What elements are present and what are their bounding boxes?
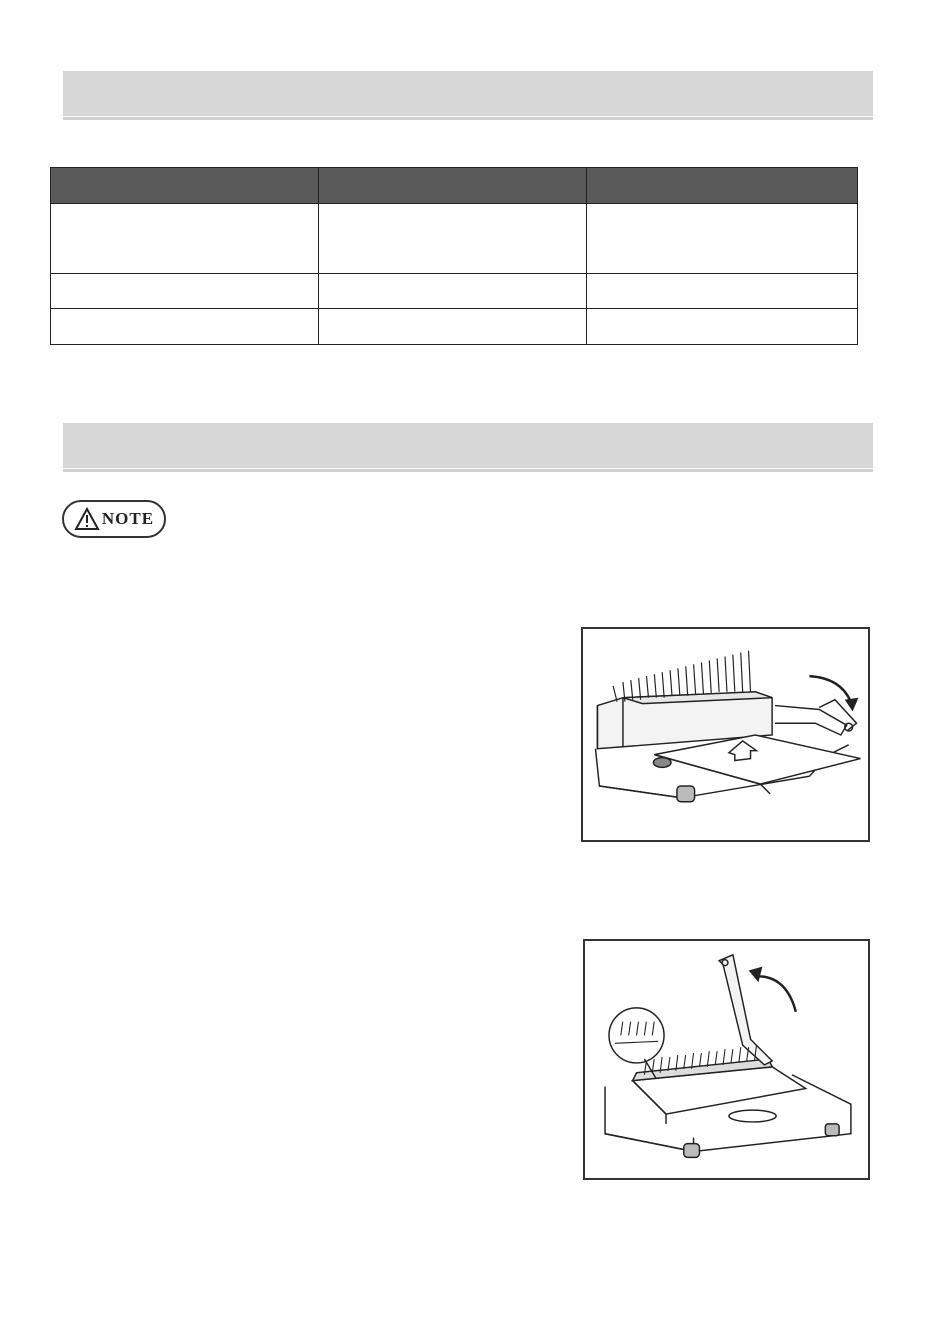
table-header-cell: [51, 168, 319, 204]
section-header-bar: [63, 423, 873, 468]
table-cell: [51, 274, 319, 309]
table-cell: [51, 204, 319, 274]
table-cell: [587, 309, 858, 345]
binding-machine-comb-illustration: [585, 941, 868, 1178]
table-row: [51, 274, 858, 309]
warning-triangle-icon: [74, 507, 100, 531]
table-cell: [51, 309, 319, 345]
table-cell: [587, 274, 858, 309]
table-row: [51, 204, 858, 274]
table-row: [51, 309, 858, 345]
table-header-cell: [319, 168, 587, 204]
figure-raise-handle: [583, 939, 870, 1180]
note-label: NOTE: [101, 509, 155, 528]
note-badge: [62, 500, 166, 538]
section-header-bar: [63, 71, 873, 116]
figure-insert-paper: [581, 627, 870, 842]
table-cell: [587, 204, 858, 274]
table-cell: [319, 274, 587, 309]
section-divider: [63, 117, 873, 120]
specification-table: [50, 167, 858, 345]
table-cell: [319, 204, 587, 274]
binding-machine-punch-illustration: [583, 629, 868, 840]
table-cell: [319, 309, 587, 345]
table-header-row: [51, 168, 858, 204]
table-header-cell: [587, 168, 858, 204]
section-divider: [63, 469, 873, 472]
